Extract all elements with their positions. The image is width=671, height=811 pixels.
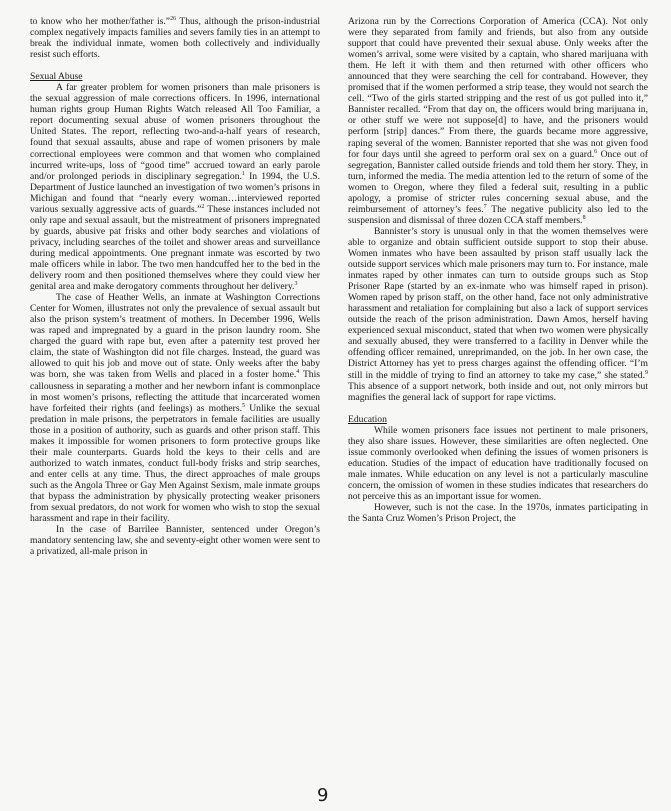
footnote-ref: 1 — [241, 170, 245, 177]
section-heading-sexual-abuse: Sexual Abuse — [30, 71, 83, 83]
footnote-ref: 4 — [296, 369, 300, 376]
page-number: 9 — [317, 785, 329, 806]
paragraph-arizona-cca: Arizona run by the Corrections Corporation of America (CCA). Not only were they separated from family and friends, but also from any outside support that could have prevented their sexual abuse. Only weeks after the women’s arrival, some were visited by a captain, who shared marijuana with them. He left it with them and then returned with other officers who announced that they were searching the cell for contraband. However, they promised that if the women performed a strip tease, they would not search the cell. “Two of the girls started stripping and the rest of us got pulled into it,” Bannister recalled. “From that day on, the officers would bring marijuana in, or other stuff we were not suppose[d] to have, and the prisoners would perform [strip] dances.” From there, the guards became more aggressive, raping several of the women. Bannister reported that she was not given food for four days until she agreed to perform oral sex on a guard.$^6$ Once out of segregation, Bannister called outside friends and told them her story. They, in turn, informed the media. The media attention led to the return of some of the women to Oregon, where they filed a federal suit, resulting in a public apology, a promise of stricter rules concerning sexual abuse, and the reimbursement of attorney’s fees.$^7$ The negative publicity also led to the suspension and dismissal of three dozen CCA staff members.$^8$ — [348, 16, 648, 226]
footnote-ref: 7 — [483, 203, 487, 210]
footnote-ref: 6 — [594, 148, 598, 155]
paragraph-family-ties: to know who her mother/father is.”$^{26}$ Thus, although the prison-industrial complex negatively impacts families and severs family ties in an attempt to break the individual inmate, women both collectively and individually resist such efforts. — [30, 15, 321, 61]
footnote-ref: 9 — [645, 369, 648, 376]
paragraph-support-network: Bannister’s story is unusual only in that the women themselves were able to organize and obtain sufficient outside support to stop their abuse. Women inmates who have been assaulted by prison staff usually lack the outside support services which male prisoners may turn to. For instance, male inmates raped by other inmates can turn to outside groups such as Stop Prisoner Rape (started by an ex-inmate who was himself raped in prison). Women raped by prison staff, on the other hand, face not only administrative harassment and retaliation for complaining but also a lack of support services outside the reach of the prison administration. Dawn Amos, herself having experienced sexual misconduct, stated that when two women were physically and sexually abused, they were transferred to a facility in Denver while the offending officer remained, unreprimanded, on the job. In her own case, the District Attorney has yet to press charges against the offending officer. “I’m still in the middle of trying to find an attorney to take my case,” she stated.$^9$ This absence of a support network, both inside and out, not only mirrors but magnifies the general lack of support for rape victims. — [348, 225, 648, 403]
footnote-ref: 5 — [242, 402, 245, 409]
footnote-ref: 3 — [294, 280, 298, 287]
paragraph-heather-wells: The case of Heather Wells, an inmate at Washington Corrections Center for Women, illustrates not only the prevalence of sexual assault but also the prison system’s treatment of mothers. In December 1996, Wells was raped and impregnated by a guard in the prison laundry room. She charged the guard with rape but, even after a paternity test proved her claim, the state of Washington did not file charges. Instead, the guard was allowed to quit his job and move out of state. Only weeks after the baby was born, she was taken from Wells and placed in a foster home.$^4$ This callousness in separating a mother and her newborn infant is commonplace in most women’s prisons, reflecting the attitude that incarcerated women have forfeited their rights (and feelings) as mothers.$^5$ Unlike the sexual predation in male prisons, the perpetrators in female facilities are usually those in a position of authority, such as guards and other prison staff. This makes it impossible for women prisoners to form protective groups like their male counterparts. Guards hold the keys to their cells and are authorized to watch inmates, conduct full-body frisks and strip searches, and enter cells at any time. Thus, the direct approaches of male groups such as the Angola Three or Gay Men Against Sexism, male inmate groups that bypass the administration by physically protecting weaker prisoners from sexual predators, do not work for women who wish to stop the sexual harassment and rape in their facility. — [30, 292, 320, 525]
section-heading-education: Education — [348, 413, 387, 425]
footnote-ref: 2 — [201, 203, 205, 210]
left-column — [30, 16, 320, 557]
right-column — [348, 16, 648, 524]
paragraph-education: While women prisoners face issues not pertinent to male prisoners, they also share issues. However, these similarities are often neglected. One issue commonly overlooked when defining the issues of women prisoners is education. Studies of the impact of education have traditionally focused on male inmates. While education on any level is not a particularly masculine concern, the omission of women in these studies indicates that researchers do not perceive this as an important issue for women. — [348, 424, 648, 502]
paragraph-sexual-aggression: A far greater problem for women prisoners than male prisoners is the sexual aggression of male corrections officers. In 1996, international human rights group Human Rights Watch released All Too Familiar, a report documenting sexual abuse of women prisoners throughout the United States. The report, reflecting two-and-a-half years of research, found that sexual assaults, abuse and rape of women prisoners by male correctional employees were common and that women who complained incurred write-ups, loss of “good time” accrued toward an early parole and/or prolonged periods in disciplinary segregation.$^1$ In 1994, the U.S. Department of Justice launched an investigation of two women’s prisons in Michigan and found that “nearly every woman…interviewed reported various sexually aggressive acts of guards.”$^2$ These instances included not only rape and sexual assault, but the mistreatment of prisoners impregnated by guards, abusive pat frisks and other body searches and violations of privacy, including searches of the toilet and shower areas and surveillance during medical appointments. One pregnant inmate was escorted by two male officers while in labor. The two men handcuffed her to the bed in the delivery room and then positioned themselves where they could view her genital area and make derogatory comments throughout her delivery.$^3$ — [30, 82, 320, 293]
footnote-ref: 26 — [170, 15, 177, 22]
paragraph-barrilee-bannister: In the case of Barrilee Bannister, sentenced under Oregon’s mandatory sentencing law, she and seventy-eight other women were sent to a privatized, all-male prison in — [30, 524, 320, 558]
paragraph-santa-cruz: However, such is not the case. In the 1970s, inmates participating in the Santa Cruz Women’s Prison Project, the — [348, 502, 648, 525]
footnote-ref: 8 — [582, 214, 586, 221]
